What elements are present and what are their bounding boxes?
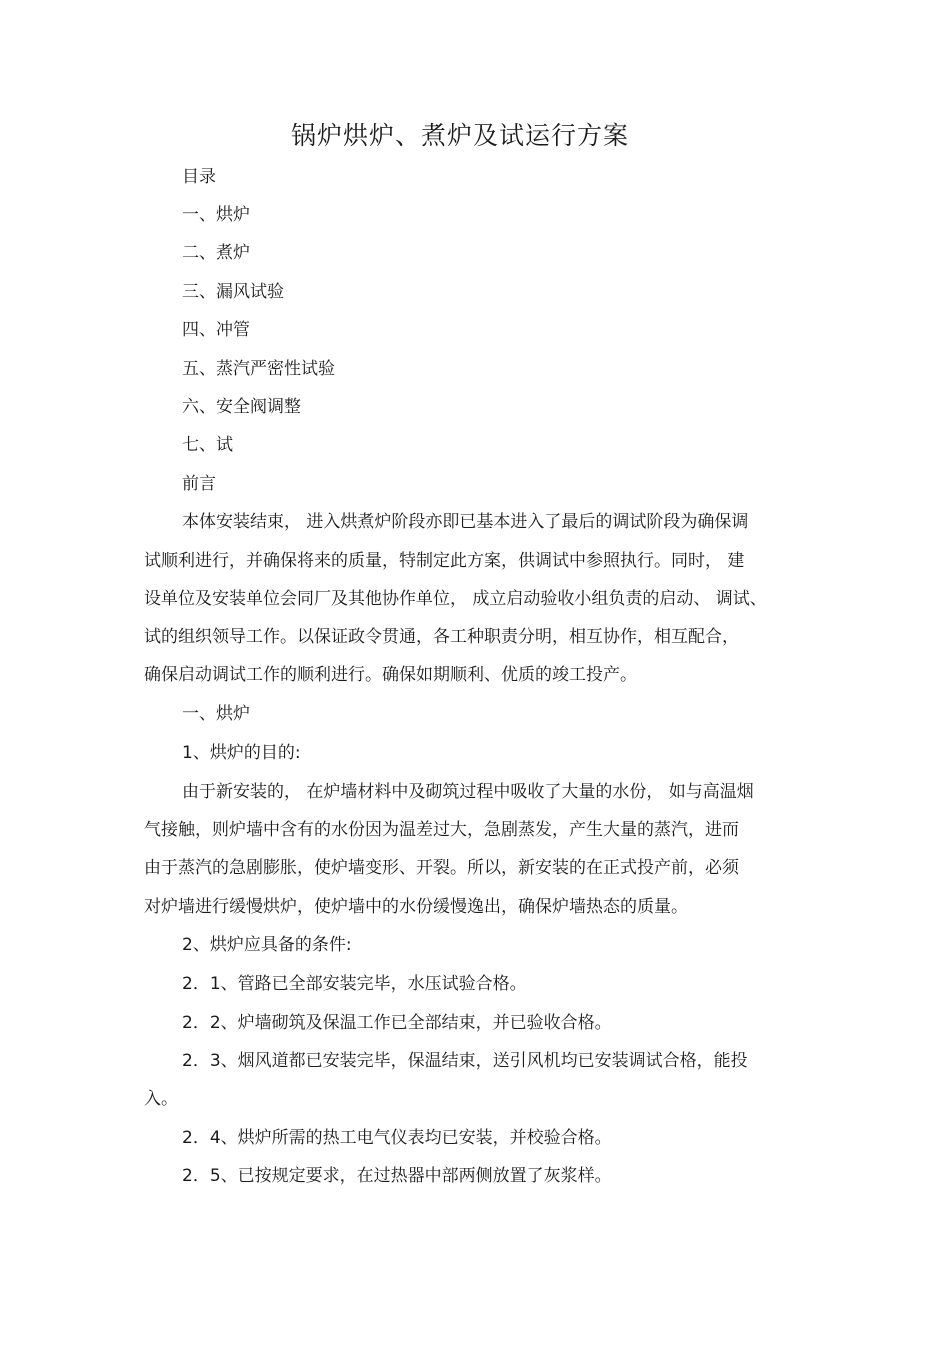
section-heading: 一、烘炉 xyxy=(182,704,250,724)
paragraph-line: 本体安装结束， 进入烘煮炉阶段亦即已基本进入了最后的调试阶段为确保调 xyxy=(182,512,749,532)
toc-item: 二、煮炉 xyxy=(182,243,250,263)
toc-item: 六、安全阀调整 xyxy=(182,397,301,417)
condition-item: 2．2、炉墙砌筑及保温工作已全部结束，并已验收合格。 xyxy=(182,1013,612,1033)
paragraph-line: 由于蒸汽的急剧膨胀，使炉墙变形、开裂。所以，新安装的在正式投产前，必须 xyxy=(144,858,739,878)
condition-item-continuation: 入。 xyxy=(144,1089,178,1109)
toc-item: 五、蒸汽严密性试验 xyxy=(182,359,335,379)
toc-item: 一、烘炉 xyxy=(182,205,250,225)
toc-heading: 目录 xyxy=(182,167,216,187)
condition-item: 2．3、烟风道都已安装完毕，保温结束，送引风机均已安装调试合格，能投 xyxy=(182,1051,748,1071)
toc-item: 四、冲管 xyxy=(182,320,250,340)
document-title: 锅炉烘炉、煮炉及试运行方案 xyxy=(290,121,629,150)
paragraph-line: 气接触，则炉墙中含有的水份因为温差过大，急剧蒸发，产生大量的蒸汽，进而 xyxy=(144,820,739,840)
paragraph-line: 试顺利进行，并确保将来的质量，特制定此方案，供调试中参照执行。同时， 建 xyxy=(144,551,745,571)
paragraph-line: 对炉墙进行缓慢烘炉，使炉墙中的水份缓慢逸出，确保炉墙热态的质量。 xyxy=(144,897,688,917)
paragraph-line: 确保启动调试工作的顺利进行。确保如期顺利、优质的竣工投产。 xyxy=(144,665,637,685)
paragraph-line: 设单位及安装单位会同厂及其他协作单位， 成立启动验收小组负责的启动、 调试、 xyxy=(144,589,767,609)
toc-item: 三、漏风试验 xyxy=(182,282,284,302)
preface-heading: 前言 xyxy=(182,474,216,494)
paragraph-line: 由于新安装的， 在炉墙材料中及砌筑过程中吸收了大量的水份， 如与高温烟 xyxy=(182,782,754,802)
toc-item: 七、试 xyxy=(182,435,233,455)
subsection-heading: 1、烘炉的目的: xyxy=(182,743,301,763)
condition-item: 2．1、管路已全部安装完毕，水压试验合格。 xyxy=(182,974,527,994)
condition-item: 2．5、已按规定要求，在过热器中部两侧放置了灰浆样。 xyxy=(182,1166,612,1186)
subsection-heading: 2、烘炉应具备的条件: xyxy=(182,935,352,955)
paragraph-line: 试的组织领导工作。以保证政令贯通，各工种职责分明，相互协作，相互配合， xyxy=(144,627,739,647)
condition-item: 2．4、烘炉所需的热工电气仪表均已安装，并校验合格。 xyxy=(182,1128,612,1148)
